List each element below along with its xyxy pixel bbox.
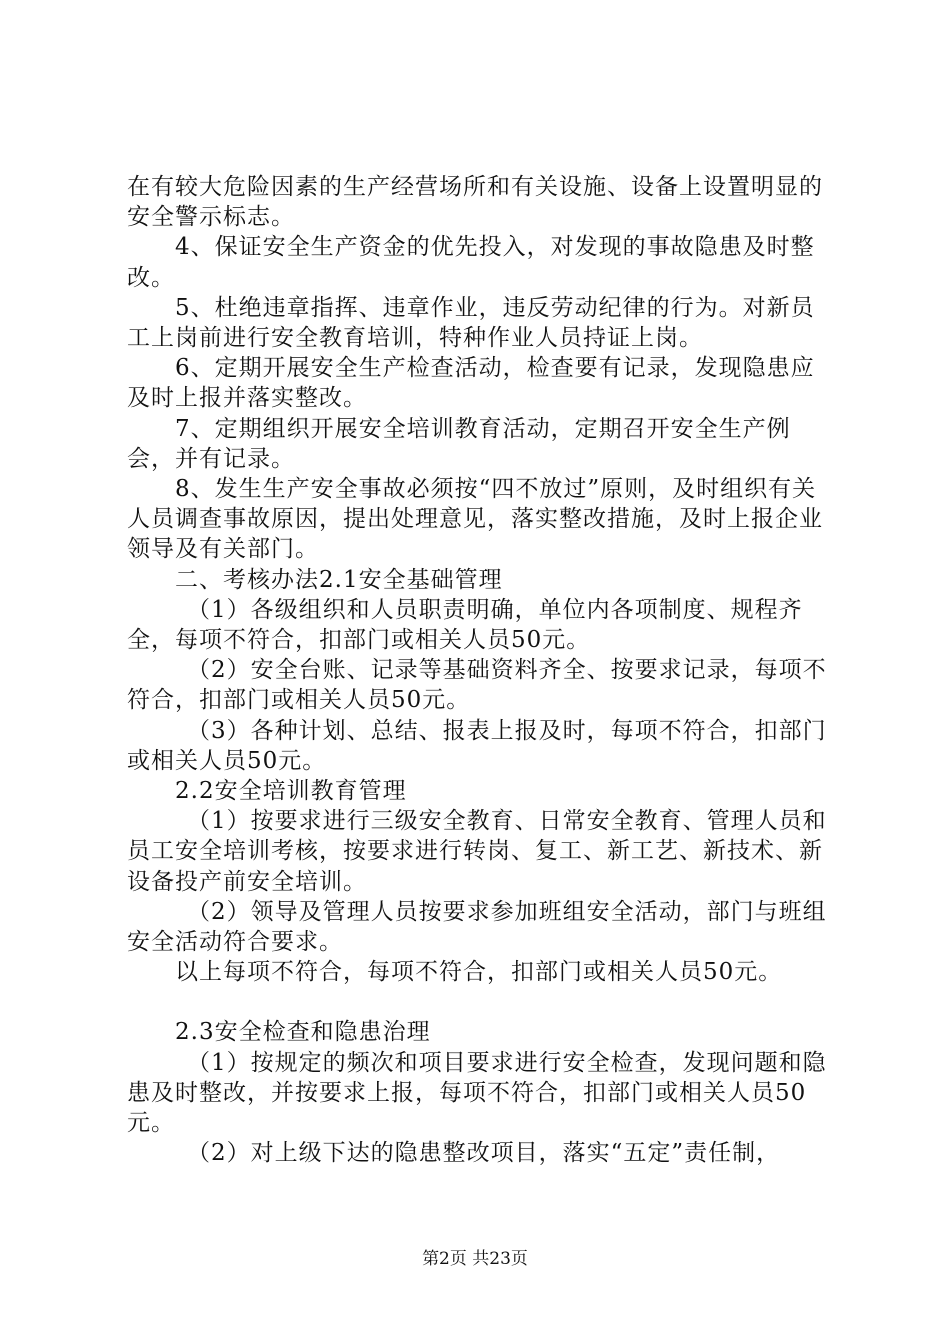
paragraph-item-6: 6、定期开展安全生产检查活动，检查要有记录，发现隐患应及时上报并落实整改。 — [127, 355, 815, 412]
document-body — [127, 172, 837, 1169]
paragraph-2-2-summary: 以上每项不符合，每项不符合，扣部门或相关人员50元。 — [175, 959, 783, 986]
section-heading-2-2: 2.2安全培训教育管理 — [175, 778, 407, 805]
paragraph-2-1-item-2: （2）安全台账、记录等基础资料齐全、按要求记录，每项不符合，扣部门或相关人员50元。 — [127, 657, 827, 714]
paragraph-2-3-item-1: （1）按规定的频次和项目要求进行安全检查，发现问题和隐患及时整改，并按要求上报，每项不符合，扣部门或相关人员50元。 — [127, 1049, 827, 1137]
paragraph-item-7: 7、定期组织开展安全培训教育活动，定期召开安全生产例会，并有记录。 — [127, 415, 791, 472]
paragraph-item-5: 5、杜绝违章指挥、违章作业，违反劳动纪律的行为。对新员工上岗前进行安全教育培训，特种作业人员持证上岗。 — [127, 294, 815, 352]
page-number-footer: 第2页 共23页 — [422, 1249, 528, 1269]
paragraph-2-2-item-2: （2）领导及管理人员按要求参加班组安全活动，部门与班组安全活动符合要求。 — [127, 898, 827, 956]
paragraph-2-2-item-1: （1）按要求进行三级安全教育、日常安全教育、管理人员和员工安全培训考核，按要求进行转岗、复工、新工艺、新技术、新设备投产前安全培训。 — [127, 808, 827, 895]
section-heading-assessment: 二、考核办法2.1安全基础管理 — [175, 566, 503, 593]
paragraph-item-8: 8、发生生产安全事故必须按“四不放过”原则，及时组织有关人员调查事故原因，提出处理意见，落实整改措施，及时上报企业领导及有关部门。 — [127, 476, 823, 563]
paragraph-2-1-item-1: （1）各级组织和人员职责明确，单位内各项制度、规程齐全，每项不符合，扣部门或相关人员50元。 — [127, 596, 803, 654]
paragraph-2-3-item-2: （2）对上级下达的隐患整改项目，落实“五定”责任制， — [187, 1140, 781, 1167]
paragraph-2-1-item-3: （3）各种计划、总结、报表上报及时，每项不符合，扣部门或相关人员50元。 — [127, 717, 827, 774]
paragraph-item-4: 4、保证安全生产资金的优先投入，对发现的事故隐患及时整改。 — [127, 234, 815, 291]
paragraph-continuation: 在有较大危险因素的生产经营场所和有关设施、设备上设置明显的安全警示标志。 — [127, 174, 823, 231]
paragraph-gap — [127, 987, 837, 1017]
section-heading-2-3: 2.3安全检查和隐患治理 — [175, 1019, 431, 1046]
